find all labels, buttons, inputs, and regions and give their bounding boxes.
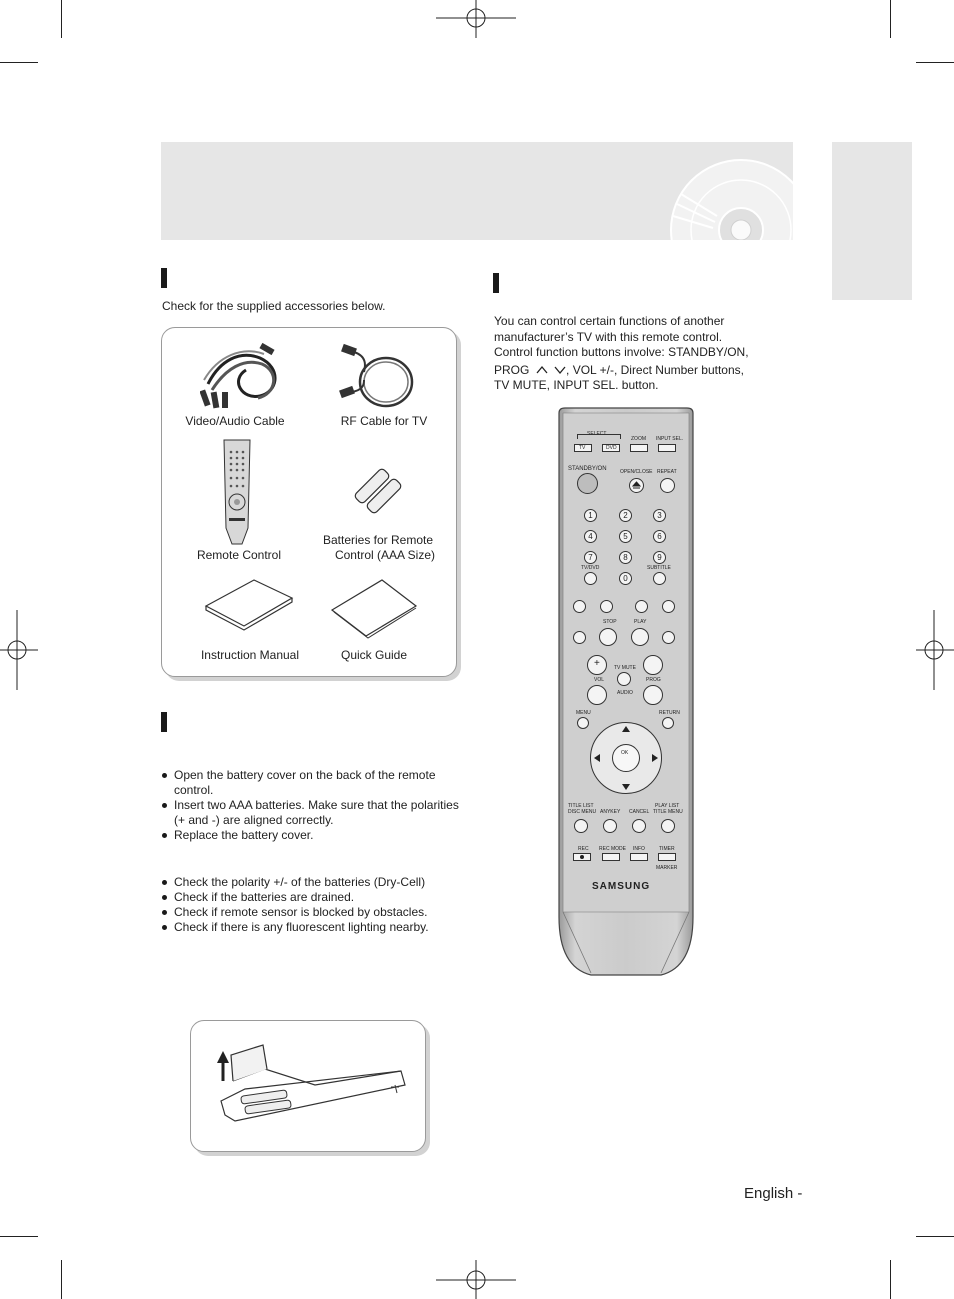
tv-control-line5: TV MUTE, INPUT SEL. button.: [494, 378, 659, 392]
subtitle-button[interactable]: [653, 572, 666, 585]
play-list-button[interactable]: [661, 819, 675, 833]
crop-mark: [0, 1236, 38, 1237]
prog-up-button[interactable]: [643, 655, 663, 675]
select-label: SELECT: [587, 431, 607, 437]
number-6-button[interactable]: 6: [653, 530, 666, 543]
tv-control-line1: You can control certain functions of another: [494, 314, 725, 328]
crop-mark: [61, 1260, 62, 1299]
vol-plus-glyph: +: [594, 658, 600, 669]
header-band: [161, 142, 793, 240]
remote-control-illustration: [557, 407, 695, 977]
caption-instruction-manual: Instruction Manual: [200, 648, 300, 662]
return-button[interactable]: [662, 717, 674, 729]
troubleshoot-list: [162, 875, 464, 935]
marker-label: MARKER: [656, 865, 678, 871]
number-5-button[interactable]: 5: [619, 530, 632, 543]
tv-control-line2: manufacturer’s TV with this remote control.: [494, 330, 723, 344]
disc-icon: [667, 154, 793, 240]
list-item: Check the polarity +/- of the batteries (Dry-Cell): [162, 875, 464, 890]
stop-label: STOP: [603, 619, 617, 625]
arrow-down-icon: [622, 784, 630, 790]
timer-label: TIMER: [659, 846, 675, 852]
batteries-image: [348, 462, 408, 518]
menu-button[interactable]: [577, 717, 589, 729]
title-list-label: TITLE LIST: [568, 803, 594, 809]
section-marker-accessories: [161, 268, 167, 288]
list-item: Check if the batteries are drained.: [162, 890, 464, 905]
chevron-up-icon: [536, 365, 548, 374]
caption-quick-guide: Quick Guide: [340, 648, 408, 662]
info-button[interactable]: [630, 853, 648, 861]
cancel-button[interactable]: [632, 819, 646, 833]
caption-video-audio-cable: Video/Audio Cable: [185, 414, 285, 428]
standby-button[interactable]: [577, 473, 598, 494]
tvdvd-label: TV/DVD: [581, 565, 600, 571]
list-item: Check if remote sensor is blocked by obstacles.: [162, 905, 464, 920]
anykey-label: ANYKEY: [600, 809, 621, 815]
crop-mark: [890, 0, 891, 38]
skip-back-button[interactable]: [573, 600, 586, 613]
dvd-label: DVD: [606, 445, 617, 451]
repeat-label: REPEAT: [657, 469, 677, 475]
repeat-button[interactable]: [660, 478, 675, 493]
list-item: Check if there is any fluorescent lighting nearby.: [162, 920, 464, 935]
number-9-button[interactable]: 9: [653, 551, 666, 564]
crop-mark: [916, 62, 954, 63]
quick-guide-image: [330, 576, 418, 642]
step-forward-button[interactable]: [635, 600, 648, 613]
play-pause-button[interactable]: [631, 628, 649, 646]
tv-mute-label: TV MUTE: [614, 665, 636, 671]
accessories-intro: Check for the supplied accessories below.: [162, 299, 386, 313]
number-3-button[interactable]: 3: [653, 509, 666, 522]
prog-down-button[interactable]: [643, 685, 663, 705]
rec-dot: [580, 855, 584, 859]
arrow-left-icon: [594, 754, 600, 762]
select-bracket: [577, 434, 621, 439]
caption-batteries-line1: Batteries for Remote: [322, 533, 434, 547]
video-audio-cable-image: [200, 340, 286, 410]
registration-target-top: [436, 0, 516, 38]
number-0-button[interactable]: 0: [619, 572, 632, 585]
play-list-label: PLAY LIST: [655, 803, 680, 809]
zoom-label: ZOOM: [631, 436, 646, 442]
section-marker-batteries: [161, 712, 167, 732]
title-menu-label: TITLE MENU: [653, 809, 683, 815]
prog-label: PROG: [494, 363, 530, 377]
vol-label: VOL: [594, 677, 605, 683]
caption-rf-cable: RF Cable for TV: [340, 414, 428, 428]
crop-mark: [0, 62, 38, 63]
registration-target-bottom: [436, 1260, 516, 1299]
list-item: Replace the battery cover.: [162, 828, 464, 843]
battery-cover-illustration: [205, 1041, 415, 1131]
tv-mute-button[interactable]: [617, 672, 631, 686]
menu-label: MENU: [576, 710, 591, 716]
disc-menu-label: DISC MENU: [568, 809, 597, 815]
anykey-button[interactable]: [603, 819, 617, 833]
step-back-button[interactable]: [600, 600, 613, 613]
caption-batteries-line2: Control (AAA Size): [334, 548, 436, 562]
number-8-button[interactable]: 8: [619, 551, 632, 564]
accessories-box: [161, 327, 457, 677]
fast-forward-button[interactable]: [662, 631, 675, 644]
skip-forward-button[interactable]: [662, 600, 675, 613]
audio-label: AUDIO: [617, 690, 633, 696]
open-close-label: OPEN/CLOSE: [620, 469, 653, 475]
cancel-label: CANCEL: [629, 809, 650, 815]
standby-label: STANDBY/ON: [568, 466, 607, 472]
battery-steps-list: [162, 768, 464, 843]
stop-button[interactable]: [599, 628, 617, 646]
remote-control-image: [220, 438, 256, 548]
tv-control-line4-suffix: , VOL +/-, Direct Number buttons,: [566, 363, 744, 377]
number-1-button[interactable]: 1: [584, 509, 597, 522]
rec-mode-label: REC MODE: [599, 846, 626, 852]
registration-target-left: [0, 610, 38, 690]
battery-illustration-box: [190, 1020, 426, 1152]
eject-icon: [632, 481, 641, 490]
crop-mark: [890, 1260, 891, 1299]
page-footer-language: English -: [744, 1185, 803, 1202]
registration-target-right: [916, 610, 954, 690]
subtitle-label: SUBTITLE: [647, 565, 671, 571]
rf-cable-image: [336, 342, 420, 410]
timer-button[interactable]: [658, 853, 676, 861]
rec-label: REC: [578, 846, 589, 852]
instruction-manual-image: [204, 576, 294, 642]
chapter-tab: [832, 142, 912, 300]
title-list-button[interactable]: [574, 819, 588, 833]
input-sel-button[interactable]: [658, 444, 676, 452]
samsung-logo: SAMSUNG: [592, 881, 651, 892]
number-7-button[interactable]: 7: [584, 551, 597, 564]
zoom-button[interactable]: [630, 444, 648, 452]
tvdvd-button[interactable]: [584, 572, 597, 585]
number-2-button[interactable]: 2: [619, 509, 632, 522]
tv-control-line3: Control function buttons involve: STANDBY/ON,: [494, 345, 749, 359]
input-sel-label: INPUT SEL.: [656, 436, 684, 442]
play-label: PLAY: [634, 619, 647, 625]
caption-remote-control: Remote Control: [196, 548, 282, 562]
rewind-button[interactable]: [573, 631, 586, 644]
section-marker-tv-control: [493, 273, 499, 293]
info-label: INFO: [633, 846, 645, 852]
number-4-button[interactable]: 4: [584, 530, 597, 543]
tv-control-line4: [494, 363, 744, 378]
tv-label: TV: [579, 445, 586, 451]
list-item: Open the battery cover on the back of the remote control.: [162, 768, 464, 798]
prog-label-remote: PROG: [646, 677, 661, 683]
arrow-up-icon: [622, 726, 630, 732]
rec-mode-button[interactable]: [602, 853, 620, 861]
return-label: RETURN: [659, 710, 680, 716]
ok-label: OK: [621, 750, 629, 756]
crop-mark: [916, 1236, 954, 1237]
crop-mark: [61, 0, 62, 38]
list-item: Insert two AAA batteries. Make sure that the polarities (+ and -) are aligned correctly.: [162, 798, 464, 828]
ok-button[interactable]: [612, 744, 640, 772]
chevron-down-icon: [554, 365, 566, 374]
arrow-right-icon: [652, 754, 658, 762]
vol-down-button[interactable]: [587, 685, 607, 705]
